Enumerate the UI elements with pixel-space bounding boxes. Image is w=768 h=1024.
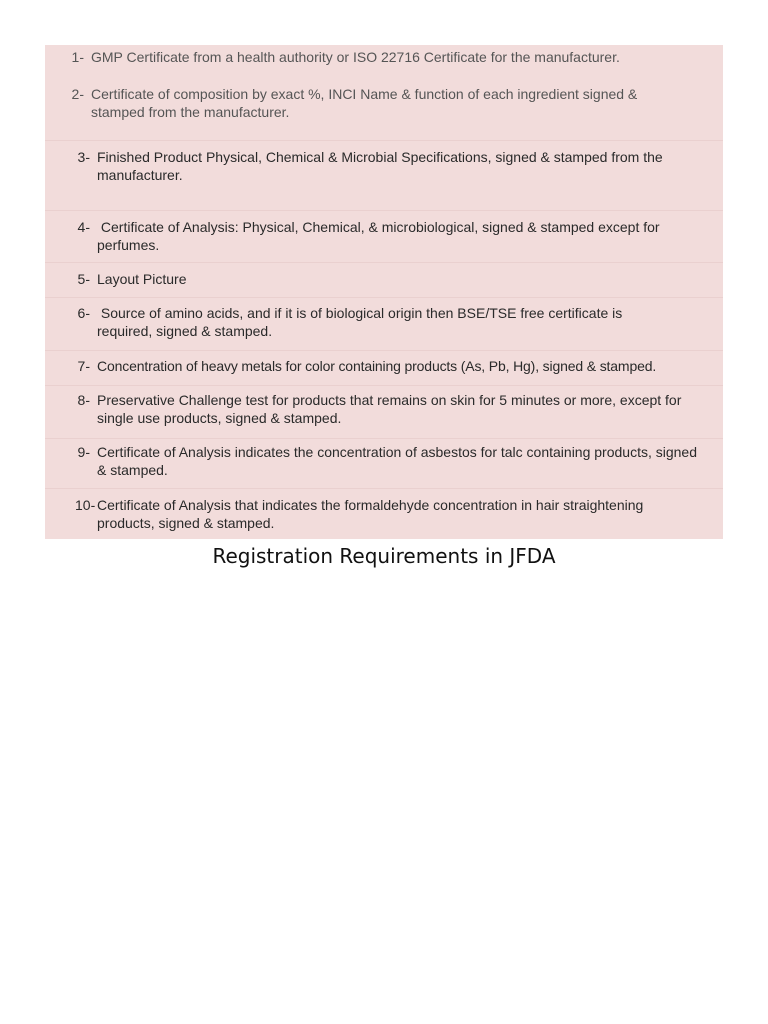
item-number: 7- <box>77 358 90 374</box>
item-number: 5- <box>77 271 90 287</box>
item-number: 4- <box>77 219 90 235</box>
list-item <box>45 148 723 186</box>
item-text: Certificate of Analysis: Physical, Chemical, & microbiological, signed & stamped except for perfumes. <box>97 219 664 253</box>
item-number: 2- <box>71 86 84 102</box>
list-item <box>45 496 723 534</box>
item-number: 10- <box>75 497 96 513</box>
list-item <box>45 304 723 342</box>
item-text: Preservative Challenge test for products that remains on skin for 5 minutes or more, except for single use products, signed & stamped. <box>97 392 682 426</box>
item-text: GMP Certificate from a health authority or ISO 22716 Certificate for the manufacturer. <box>91 49 620 65</box>
item-text: Source of amino acids, and if it is of biological origin then BSE/TSE free certificate is required, signed & stamped. <box>97 305 627 339</box>
list-item <box>45 270 723 290</box>
item-number: 1- <box>71 49 84 65</box>
item-number: 6- <box>77 305 90 321</box>
item-text: Finished Product Physical, Chemical & Microbial Specifications, signed & stamped from the manufacturer. <box>97 149 663 183</box>
item-text: Certificate of composition by exact %, INCI Name & function of each ingredient signed & stamped from the manufacturer. <box>91 86 638 120</box>
list-item <box>45 443 723 481</box>
item-number: 8- <box>77 392 90 408</box>
item-number: 3- <box>77 149 90 165</box>
list-item <box>45 48 723 68</box>
item-number: 9- <box>77 444 90 460</box>
list-item <box>45 85 723 123</box>
item-text: Concentration of heavy metals for color containing products (As, Pb, Hg), signed & stamped. <box>97 358 657 374</box>
item-text: Layout Picture <box>97 271 187 287</box>
list-item <box>45 357 723 377</box>
list-item <box>45 218 723 256</box>
list-item <box>45 391 723 429</box>
page-caption: Registration Requirements in JFDA <box>212 544 556 568</box>
item-text: Certificate of Analysis indicates the concentration of asbestos for talc containing products, signed & stamped. <box>97 444 698 478</box>
item-text: Certificate of Analysis that indicates the formaldehyde concentration in hair straightening products, signed & stamped. <box>97 497 644 531</box>
requirements-table <box>45 45 723 539</box>
